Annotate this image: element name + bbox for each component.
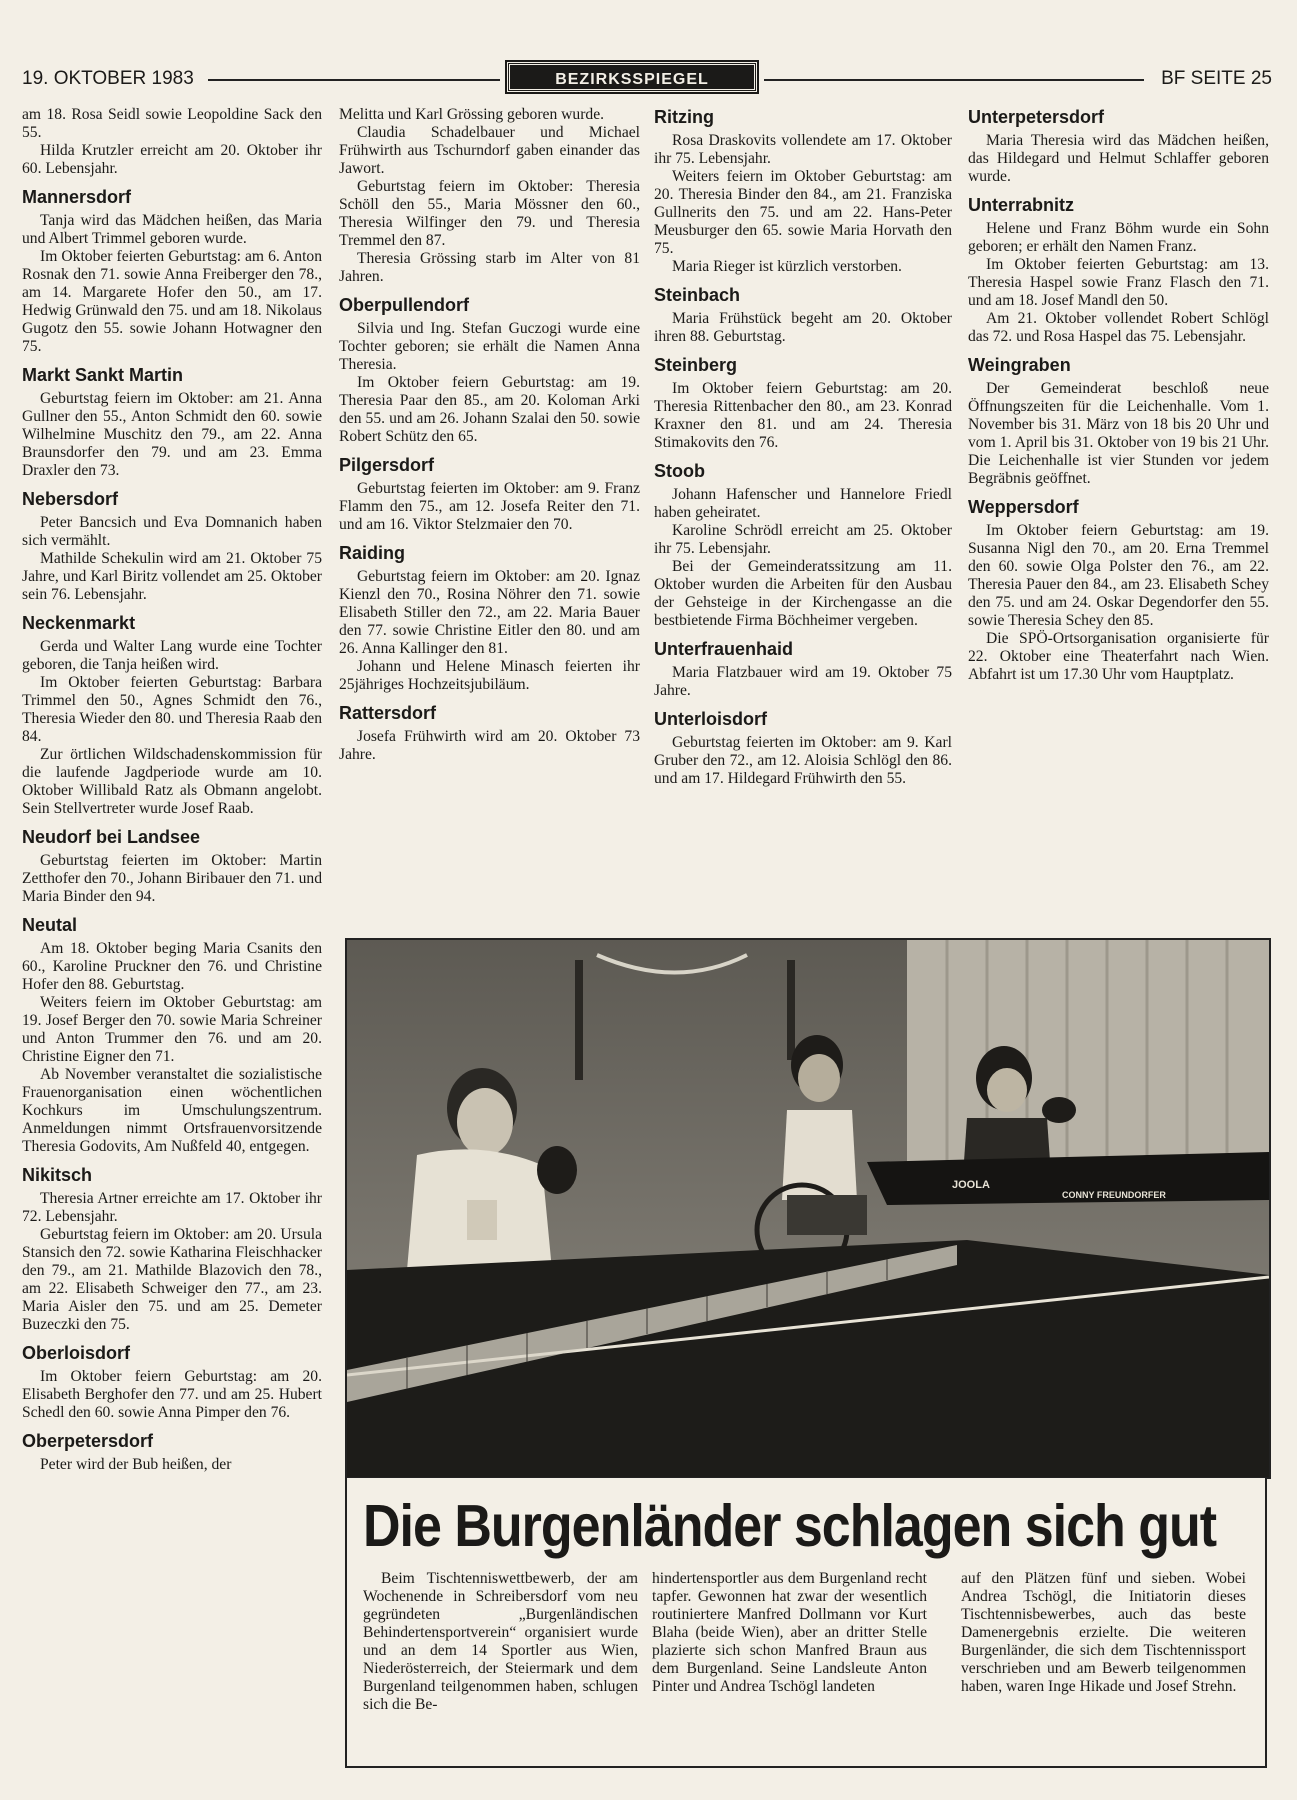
section-paragraph: Geburtstag feierten im Oktober: Martin Zetthofer den 70., Johann Biribauer den 71. und Maria Binder den 94. <box>22 852 322 905</box>
section-paragraph: Geburtstag feierten im Oktober: am 9. Franz Flamm den 75., am 12. Josefa Reiter den 71. und am 16. Viktor Stelzmaier den 70. <box>339 480 640 533</box>
section-heading: Unterfrauenhaid <box>654 639 794 659</box>
section-paragraph: Josefa Frühwirth wird am 20. Oktober 73 Jahre. <box>339 728 640 763</box>
section-paragraph: Mathilde Schekulin wird am 21. Oktober 75 Jahre, und Karl Biritz vollendet am 25. Oktober sein 76. Lebensjahr. <box>22 550 322 603</box>
hanging-strap <box>575 960 583 1080</box>
section-paragraph: am 18. Rosa Seidl sowie Leopoldine Sack den 55. <box>22 106 322 141</box>
section-paragraph: Weiters feiern im Oktober Geburtstag: am 20. Theresia Binder den 84., am 21. Franziska Gullnerits den 75. und am 22. Hans-Peter Meusburger den 65. sowie Maria Horvath den 75. <box>654 168 952 257</box>
section-badge: BEZIRKSSPIEGEL <box>507 62 757 92</box>
section-paragraph: Peter Bancsich und Eva Domnanich haben sich vermählt. <box>22 514 322 549</box>
table-brand-sponsor: CONNY FREUNDORFER <box>1062 1190 1166 1200</box>
section-heading: Weingraben <box>968 355 1071 375</box>
news-section <box>22 1430 322 1474</box>
section-paragraph: Im Oktober feiern Geburtstag: am 19. Susanna Nigl den 70., am 20. Erna Tremmel den 60. sowie Olga Polster den 76., am 22. Theresia Pauer den 84., am 23. Elisabeth Schey den 75. und am 24. Oskar Degendorfer den 55. sowie Theresia Schey den 85. <box>968 522 1269 629</box>
news-section <box>22 612 322 818</box>
news-section <box>22 186 322 356</box>
section-heading: Oberpetersdorf <box>22 1431 154 1451</box>
section-paragraph: Claudia Schadelbauer und Michael Frühwirth aus Tschurndorf gaben einander das Jawort. <box>339 124 640 177</box>
news-section <box>968 194 1269 346</box>
table-tennis-photo <box>345 938 1271 1479</box>
section-paragraph: Geburtstag feiern im Oktober: am 21. Anna Gullner den 55., Anton Schmidt den 60. sowie Wilhelmine Muschitz den 79., am 22. Anna Braunsdorfer den 79. und am 23. Emma Draxler den 73. <box>22 390 322 479</box>
story-text-2: hindertensportler aus dem Burgenland recht tapfer. Gewonnen hat zwar der wesentlich routiniertere Manfred Dollmann vor Kurt Blaha (beide Wien), aber an dritter Stelle plazierte sich schon Manfred Braun aus dem Burgenland. Seine Landsleute Anton Pinter und Andrea Tschögl landeten <box>652 1570 927 1695</box>
section-paragraph: Hilda Krutzler erreicht am 20. Oktober ihr 60. Lebensjahr. <box>22 142 322 177</box>
news-section <box>654 460 952 630</box>
section-paragraph: Am 21. Oktober vollendet Robert Schlögl das 72. und Rosa Haspel das 75. Lebensjahr. <box>968 310 1269 345</box>
news-section <box>968 354 1269 488</box>
section-paragraph: Geburtstag feierten im Oktober: am 9. Karl Gruber den 72., am 12. Aloisia Schlögl den 86. und am 17. Hildegard Frühwirth den 55. <box>654 734 952 787</box>
section-paragraph: Melitta und Karl Grössing geboren wurde. <box>339 106 605 123</box>
header-page-number: BF SEITE 25 <box>1161 68 1272 89</box>
section-paragraph: Im Oktober feiern Geburtstag: am 20. Elisabeth Berghofer den 77. und am 25. Hubert Schedl den 60. sowie Anna Pimper den 76. <box>22 1368 322 1421</box>
section-heading: Stoob <box>654 461 705 481</box>
feature-story <box>345 1478 1267 1768</box>
section-heading: Oberloisdorf <box>22 1343 131 1363</box>
section-paragraph: Bei der Gemeinderatssitzung am 11. Oktober wurden die Arbeiten für den Ausbau der Gehsteige in der Kirchengasse an die bestbietende Firma Böchheimer vergeben. <box>654 558 952 629</box>
section-paragraph: Tanja wird das Mädchen heißen, das Maria und Albert Trimmel geboren wurde. <box>22 212 322 247</box>
news-section <box>22 914 322 1156</box>
section-heading: Markt Sankt Martin <box>22 365 184 385</box>
section-heading: Unterrabnitz <box>968 195 1075 215</box>
section-heading: Mannersdorf <box>22 187 132 207</box>
news-section <box>339 702 640 764</box>
news-section <box>22 364 322 480</box>
section-paragraph: Im Oktober feiern Geburtstag: am 20. Theresia Rittenbacher den 80., am 23. Konrad Kraxner den 81. und am 24. Theresia Stimakovits den 76. <box>654 380 952 451</box>
section-paragraph: Im Oktober feierten Geburtstag: am 13. Theresia Haspel sowie Franz Flasch den 71. und am 18. Josef Mandl den 50. <box>968 256 1269 309</box>
section-heading: Weppersdorf <box>968 497 1079 517</box>
section-paragraph: Geburtstag feiern im Oktober: am 20. Ursula Stansich den 72. sowie Katharina Fleischhacker den 79., am 21. Mathilde Blazovich den 78., am 22. Elisabeth Schweiger den 77., am 23. Maria Aisler den 75. und am 25. Demeter Buzeczki den 75. <box>22 1226 322 1333</box>
section-paragraph: Maria Frühstück begeht am 20. Oktober ihren 88. Geburtstag. <box>654 310 952 345</box>
story-column-3 <box>961 1570 1246 1696</box>
news-section <box>654 708 952 788</box>
photo-illustration <box>347 940 1269 1477</box>
news-section <box>968 496 1269 684</box>
section-paragraph: Maria Theresia wird das Mädchen heißen, das Hildegard und Helmut Schlaffer geboren wurde. <box>968 132 1269 185</box>
section-paragraph: Johann Hafenscher und Hannelore Friedl haben geheiratet. <box>654 486 952 521</box>
section-heading: Ritzing <box>654 107 714 127</box>
section-paragraph: Am 18. Oktober beging Maria Csanits den 60., Karoline Pruckner den 76. und Christine Hofer den 88. Geburtstag. <box>22 940 322 993</box>
news-column-3 <box>654 106 952 796</box>
news-section <box>22 106 322 178</box>
section-paragraph: Helene und Franz Böhm wurde ein Sohn geboren; er erhält den Namen Franz. <box>968 220 1269 255</box>
news-section <box>22 488 322 604</box>
section-paragraph: Zur örtlichen Wildschadenskommission für die laufende Jagdperiode wurde am 10. Oktober Willibald Ratz als Obmann angelobt. Sein Stellvertreter wurde Josef Raab. <box>22 746 322 817</box>
section-heading: Unterloisdorf <box>654 709 768 729</box>
news-section <box>968 106 1269 186</box>
header-rule-left <box>208 79 500 81</box>
news-section <box>22 1342 322 1422</box>
section-heading: Rattersdorf <box>339 703 437 723</box>
news-section <box>654 354 952 452</box>
section-heading: Neutal <box>22 915 78 935</box>
header-rule-right <box>764 79 1144 81</box>
photo-curtain <box>907 940 1269 1190</box>
section-heading: Pilgersdorf <box>339 455 435 475</box>
section-paragraph: Geburtstag feiern im Oktober: am 20. Ignaz Kienzl den 70., Rosina Nöhrer den 71. sowie Elisabeth Stiller den 72., am 22. Maria Bauer den 77. sowie Christine Eitler den 80. und am 26. Anna Kallinger den 81. <box>339 568 640 657</box>
section-heading: Nikitsch <box>22 1165 93 1185</box>
story-text-1: Beim Tischtenniswettbewerb, der am Wochenende in Schreibersdorf vom neu gegründeten „Burgenländischen Behindertensportverein“ organisiert wurde und an dem 14 Sportler aus Wien, Niederösterreich, der Steiermark und dem Burgenland teilgenommen haben, schlugen sich die Be- <box>363 1570 638 1713</box>
news-column-2 <box>339 106 640 772</box>
news-section <box>654 284 952 346</box>
hanging-strap-2 <box>787 960 795 1060</box>
section-heading: Nebersdorf <box>22 489 119 509</box>
section-heading: Neudorf bei Landsee <box>22 827 201 847</box>
section-paragraph: Theresia Grössing starb im Alter von 81 Jahren. <box>339 250 640 285</box>
section-heading: Oberpullendorf <box>339 295 469 315</box>
page-header <box>22 58 1272 96</box>
section-paragraph: Maria Rieger ist kürzlich verstorben. <box>672 258 902 275</box>
section-paragraph: Ab November veranstaltet die sozialistische Frauenorganisation einen wöchentlichen Kochkurs im Umschulungszentrum. Anmeldungen nimmt Ortsfrauenvorsitzende Theresia Godovits, Am Nußfeld 40, entgegen. <box>22 1066 322 1155</box>
section-paragraph: Rosa Draskovits vollendete am 17. Oktober ihr 75. Lebensjahr. <box>654 132 952 167</box>
section-heading: Steinbach <box>654 285 741 305</box>
section-heading: Neckenmarkt <box>22 613 136 633</box>
news-section <box>339 454 640 534</box>
section-paragraph: Die SPÖ-Ortsorganisation organisierte für 22. Oktober eine Theaterfahrt nach Wien. Abfahrt ist um 17.30 Uhr vom Hauptplatz. <box>968 630 1269 683</box>
news-section <box>339 294 640 446</box>
table-brand-joola: JOOLA <box>952 1179 990 1191</box>
section-paragraph: Im Oktober feierten Geburtstag: am 6. Anton Rosnak den 71. sowie Anna Freiberger den 78., am 14. Margarete Hofer den 50., am 17. Hedwig Grünwald den 75. und am 18. Nikolaus Gugotz den 55. sowie Johann Hotwagner den 75. <box>22 248 322 355</box>
section-paragraph: Weiters feiern im Oktober Geburtstag: am 19. Josef Berger den 70. sowie Maria Schreiner und Anton Trummer den 76. und am 20. Christine Eigner den 71. <box>22 994 322 1065</box>
story-headline: Die Burgenländer schlagen sich gut <box>363 1493 1217 1560</box>
section-paragraph: Im Oktober feierten Geburtstag: Barbara Trimmel den 50., Agnes Schmidt den 76., Theresia Wieder den 80. und Theresia Raab den 84. <box>22 674 322 745</box>
section-paragraph: Peter wird der Bub heißen, der <box>40 1456 232 1473</box>
news-section <box>22 826 322 906</box>
section-paragraph: Karoline Schrödl erreicht am 25. Oktober ihr 75. Lebensjahr. <box>654 522 952 557</box>
news-section <box>339 542 640 694</box>
section-paragraph: Johann und Helene Minasch feierten ihr 25jähriges Hochzeitsjubiläum. <box>339 658 640 693</box>
news-column-4 <box>968 106 1269 692</box>
story-text-3: auf den Plätzen fünf und sieben. Wobei Andrea Tschögl, die Initiatorin dieses Tischtennisbewerbes, auch das beste Damenergebnis erzielte. Die weiteren Burgenländer, die sich dem Tischtennissport verschrieben und am Bewerb teilgenommen haben, waren Inge Hikade und Josef Strehn. <box>961 1570 1246 1695</box>
section-paragraph: Maria Flatzbauer wird am 19. Oktober 75 Jahre. <box>654 664 952 699</box>
news-section <box>339 106 640 286</box>
section-paragraph: Gerda und Walter Lang wurde eine Tochter geboren, die Tanja heißen wird. <box>22 638 322 673</box>
section-paragraph: Theresia Artner erreichte am 17. Oktober ihr 72. Lebensjahr. <box>22 1190 322 1225</box>
section-paragraph: Geburtstag feiern im Oktober: Theresia Schöll den 55., Maria Mössner den 60., Theresia Wilfinger den 79. und Theresia Tremmel den 87. <box>339 178 640 249</box>
news-section <box>654 638 952 700</box>
section-paragraph: Im Oktober feiern Geburtstag: am 19. Theresia Paar den 85., am 20. Koloman Arki den 55. und am 26. Johann Szalai den 50. sowie Robert Schütz den 65. <box>339 374 640 445</box>
news-column-1 <box>22 106 322 1482</box>
section-heading: Steinberg <box>654 355 738 375</box>
section-paragraph: Silvia und Ing. Stefan Guczogi wurde eine Tochter geboren; sie erhält die Namen Anna Theresia. <box>339 320 640 373</box>
story-column-2 <box>652 1570 927 1696</box>
header-date: 19. OKTOBER 1983 <box>22 68 194 89</box>
news-section <box>22 1164 322 1334</box>
story-column-1 <box>363 1570 638 1714</box>
section-heading: Raiding <box>339 543 405 563</box>
section-paragraph: Der Gemeinderat beschloß neue Öffnungszeiten für die Leichenhalle. Vom 1. November bis 31. März von 18 bis 20 Uhr und vom 1. April bis 31. Oktober von 19 bis 21 Uhr. Die Leichenhalle ist vier Stunden vor jedem Begräbnis geöffnet. <box>968 380 1269 487</box>
news-section <box>654 106 952 276</box>
section-heading: Unterpetersdorf <box>968 107 1105 127</box>
